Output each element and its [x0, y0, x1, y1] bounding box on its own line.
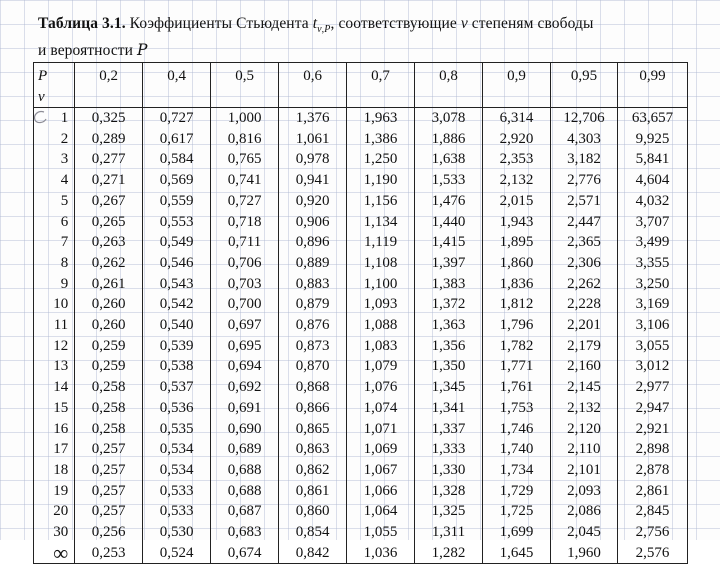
coefficient-cell: 0,533: [143, 481, 211, 502]
coefficient-cell: 1,638: [415, 149, 483, 170]
coefficient-cell: 0,533: [143, 501, 211, 522]
table-row: [34, 232, 688, 253]
coefficient-cell: 0,896: [279, 232, 347, 253]
caption-text-3: степеням свободы: [467, 15, 594, 32]
coefficient-cell: 1,083: [347, 336, 415, 357]
coefficient-cell: 0,854: [279, 522, 347, 543]
coefficient-cell: 0,876: [279, 315, 347, 336]
table-row: [34, 149, 688, 170]
coefficient-cell: 1,325: [415, 501, 483, 522]
coefficient-cell: 0,265: [75, 212, 143, 233]
coefficient-cell: 3,250: [617, 274, 687, 295]
coefficient-cell: 1,000: [211, 108, 279, 129]
coefficient-cell: 0,860: [279, 501, 347, 522]
coefficient-cell: 0,889: [279, 253, 347, 274]
coefficient-cell: 1,076: [347, 377, 415, 398]
coefficient-cell: 1,363: [415, 315, 483, 336]
coefficient-cell: 1,440: [415, 212, 483, 233]
coefficient-cell: 1,740: [483, 439, 551, 460]
table-row: [34, 274, 688, 295]
coefficient-cell: 0,691: [211, 398, 279, 419]
caption-label: Таблица 3.1.: [38, 15, 126, 32]
coefficient-cell: 0,535: [143, 419, 211, 440]
coefficient-cell: 0,258: [75, 398, 143, 419]
degrees-of-freedom-cell: 14: [34, 377, 75, 398]
coefficient-cell: 1,796: [483, 315, 551, 336]
coefficient-cell: 1,895: [483, 232, 551, 253]
coefficient-cell: 2,776: [550, 170, 617, 191]
coefficient-cell: 3,078: [415, 108, 483, 129]
header-row-nu: [34, 90, 688, 108]
caption-text-1: Коэффициенты Стьюдента: [125, 15, 313, 32]
coefficient-cell: 2,977: [617, 377, 687, 398]
coefficient-cell: 0,765: [211, 149, 279, 170]
coefficient-cell: 3,499: [617, 232, 687, 253]
coefficient-cell: 0,534: [143, 439, 211, 460]
coefficient-cell: 0,549: [143, 232, 211, 253]
coefficient-cell: 0,559: [143, 191, 211, 212]
coefficient-cell: 1,372: [415, 294, 483, 315]
coefficient-cell: 0,695: [211, 336, 279, 357]
coefficient-cell: 1,356: [415, 336, 483, 357]
coefficient-cell: 2,947: [617, 398, 687, 419]
coefficient-cell: 0,906: [279, 212, 347, 233]
coefficient-cell: 1,055: [347, 522, 415, 543]
coefficient-cell: 1,383: [415, 274, 483, 295]
coefficient-cell: 1,088: [347, 315, 415, 336]
coefficient-cell: 1,134: [347, 212, 415, 233]
coefficient-cell: 0,700: [211, 294, 279, 315]
coefficient-cell: 0,267: [75, 191, 143, 212]
coefficient-cell: 0,253: [75, 543, 143, 564]
degrees-of-freedom-cell: 5: [34, 191, 75, 212]
coefficient-cell: 0,941: [279, 170, 347, 191]
coefficient-cell: 2,845: [617, 501, 687, 522]
coefficient-cell: 1,699: [483, 522, 551, 543]
prob-header: 0,7: [347, 63, 415, 91]
coefficient-cell: 1,376: [279, 108, 347, 129]
coefficient-cell: 4,604: [617, 170, 687, 191]
coefficient-cell: 0,271: [75, 170, 143, 191]
prob-header: 0,8: [415, 63, 483, 91]
coefficient-cell: 0,697: [211, 315, 279, 336]
coefficient-cell: 4,303: [550, 129, 617, 150]
coefficient-cell: 1,282: [415, 543, 483, 564]
coefficient-cell: 2,101: [550, 460, 617, 481]
coefficient-cell: 0,258: [75, 377, 143, 398]
coefficient-cell: 4,032: [617, 191, 687, 212]
degrees-of-freedom-cell: 11: [34, 315, 75, 336]
table-row: [34, 501, 688, 522]
coefficient-cell: 0,617: [143, 129, 211, 150]
degrees-of-freedom-cell: 2: [34, 129, 75, 150]
coefficient-cell: 2,262: [550, 274, 617, 295]
coefficient-cell: 1,064: [347, 501, 415, 522]
table-caption: [38, 14, 708, 61]
coefficient-cell: 2,898: [617, 439, 687, 460]
table-row: [34, 129, 688, 150]
coefficient-cell: 9,925: [617, 129, 687, 150]
coefficient-cell: 0,883: [279, 274, 347, 295]
degrees-of-freedom-cell: 3: [34, 149, 75, 170]
coefficient-cell: 0,868: [279, 377, 347, 398]
coefficient-cell: 0,865: [279, 419, 347, 440]
coefficient-cell: 1,645: [483, 543, 551, 564]
coefficient-cell: 1,886: [415, 129, 483, 150]
coefficient-cell: 1,311: [415, 522, 483, 543]
coefficient-cell: 2,045: [550, 522, 617, 543]
table-row: [34, 377, 688, 398]
coefficient-cell: 1,108: [347, 253, 415, 274]
coefficient-cell: 1,734: [483, 460, 551, 481]
coefficient-cell: 1,860: [483, 253, 551, 274]
coefficient-cell: 1,397: [415, 253, 483, 274]
coefficient-cell: 1,061: [279, 129, 347, 150]
student-coefficients-table: [33, 62, 688, 564]
coefficient-cell: 63,657: [617, 108, 687, 129]
coefficient-cell: 1,093: [347, 294, 415, 315]
degrees-of-freedom-cell: 6: [34, 212, 75, 233]
coefficient-cell: 2,861: [617, 481, 687, 502]
coefficient-cell: 1,066: [347, 481, 415, 502]
coefficient-cell: 0,258: [75, 419, 143, 440]
coefficient-cell: 2,132: [483, 170, 551, 191]
coefficient-cell: 0,259: [75, 356, 143, 377]
coefficient-cell: 1,746: [483, 419, 551, 440]
coefficient-cell: 1,753: [483, 398, 551, 419]
coefficient-cell: 2,878: [617, 460, 687, 481]
coefficient-cell: 0,862: [279, 460, 347, 481]
coefficient-cell: 0,569: [143, 170, 211, 191]
coefficient-cell: 0,727: [143, 108, 211, 129]
coefficient-cell: 1,341: [415, 398, 483, 419]
coefficient-cell: 1,725: [483, 501, 551, 522]
coefficient-cell: 2,920: [483, 129, 551, 150]
coefficient-cell: 1,071: [347, 419, 415, 440]
coefficient-cell: 3,012: [617, 356, 687, 377]
coefficient-cell: 0,703: [211, 274, 279, 295]
coefficient-cell: 0,553: [143, 212, 211, 233]
coefficient-cell: 0,257: [75, 501, 143, 522]
coefficient-cell: 0,866: [279, 398, 347, 419]
coefficient-cell: 2,179: [550, 336, 617, 357]
coefficient-cell: 1,771: [483, 356, 551, 377]
coefficient-cell: 0,718: [211, 212, 279, 233]
coefficient-cell: 1,036: [347, 543, 415, 564]
table-row: [34, 419, 688, 440]
degrees-of-freedom-cell: 16: [34, 419, 75, 440]
coefficient-cell: 0,873: [279, 336, 347, 357]
caption-nu-symbol: ν: [460, 15, 468, 32]
coefficient-cell: 0,863: [279, 439, 347, 460]
coefficient-cell: 1,067: [347, 460, 415, 481]
degrees-of-freedom-cell: 9: [34, 274, 75, 295]
coefficient-cell: 0,879: [279, 294, 347, 315]
coefficient-cell: 2,145: [550, 377, 617, 398]
coefficient-cell: 2,160: [550, 356, 617, 377]
coefficient-cell: 2,447: [550, 212, 617, 233]
coefficient-cell: 1,729: [483, 481, 551, 502]
caption-t-symbol: t: [312, 15, 318, 32]
coefficient-cell: 1,345: [415, 377, 483, 398]
table-row: [34, 398, 688, 419]
pen-annotation-icon: [32, 109, 48, 125]
coefficient-cell: 2,756: [617, 522, 687, 543]
coefficient-cell: 3,355: [617, 253, 687, 274]
degrees-of-freedom-cell: 30: [34, 522, 75, 543]
table-row: [34, 460, 688, 481]
coefficient-cell: 0,263: [75, 232, 143, 253]
coefficient-cell: 0,257: [75, 460, 143, 481]
coefficient-cell: 0,524: [143, 543, 211, 564]
coefficient-cell: 2,353: [483, 149, 551, 170]
coefficient-cell: 0,543: [143, 274, 211, 295]
coefficient-cell: 0,683: [211, 522, 279, 543]
degrees-of-freedom-cell: 17: [34, 439, 75, 460]
coefficient-cell: 1,079: [347, 356, 415, 377]
coefficient-cell: 2,110: [550, 439, 617, 460]
corner-nu-label: ν: [34, 90, 75, 108]
coefficient-cell: 1,963: [347, 108, 415, 129]
prob-header: 0,6: [279, 63, 347, 91]
coefficient-cell: 0,260: [75, 315, 143, 336]
coefficient-cell: 0,536: [143, 398, 211, 419]
degrees-of-freedom-cell: 18: [34, 460, 75, 481]
coefficient-cell: 0,727: [211, 191, 279, 212]
coefficient-cell: 2,201: [550, 315, 617, 336]
table-row: [34, 336, 688, 357]
coefficient-cell: 2,571: [550, 191, 617, 212]
prob-header: 0,2: [75, 63, 143, 91]
coefficient-cell: 1,812: [483, 294, 551, 315]
degrees-of-freedom-cell: 8: [34, 253, 75, 274]
coefficient-cell: 0,674: [211, 543, 279, 564]
table-row: [34, 315, 688, 336]
coefficient-cell: 0,920: [279, 191, 347, 212]
coefficient-cell: 0,257: [75, 439, 143, 460]
coefficient-cell: 12,706: [550, 108, 617, 129]
degrees-of-freedom-cell: 13: [34, 356, 75, 377]
coefficient-cell: 2,093: [550, 481, 617, 502]
coefficient-cell: 1,330: [415, 460, 483, 481]
coefficient-cell: 2,132: [550, 398, 617, 419]
coefficient-cell: 1,100: [347, 274, 415, 295]
coefficient-cell: 3,182: [550, 149, 617, 170]
coefficient-cell: 2,015: [483, 191, 551, 212]
prob-header: 0,4: [143, 63, 211, 91]
coefficient-cell: 0,816: [211, 129, 279, 150]
coefficient-cell: 3,707: [617, 212, 687, 233]
coefficient-cell: 1,156: [347, 191, 415, 212]
coefficient-cell: 0,741: [211, 170, 279, 191]
coefficient-cell: 1,943: [483, 212, 551, 233]
coefficient-cell: 3,106: [617, 315, 687, 336]
coefficient-cell: 0,711: [211, 232, 279, 253]
table-row: [34, 294, 688, 315]
coefficient-cell: 0,277: [75, 149, 143, 170]
coefficient-cell: 2,120: [550, 419, 617, 440]
table-row: [34, 191, 688, 212]
coefficient-cell: 0,537: [143, 377, 211, 398]
prob-header: 0,5: [211, 63, 279, 91]
coefficient-cell: 1,782: [483, 336, 551, 357]
coefficient-cell: 2,228: [550, 294, 617, 315]
coefficient-cell: 0,257: [75, 481, 143, 502]
coefficient-cell: 0,870: [279, 356, 347, 377]
table-row: [34, 481, 688, 502]
degrees-of-freedom-cell: 1: [34, 108, 75, 129]
coefficient-cell: 1,190: [347, 170, 415, 191]
caption-text-2: , соответствующие: [330, 15, 461, 32]
coefficient-cell: 2,576: [617, 543, 687, 564]
coefficient-cell: 1,337: [415, 419, 483, 440]
coefficient-cell: 3,169: [617, 294, 687, 315]
table-row: [34, 439, 688, 460]
coefficient-cell: 0,259: [75, 336, 143, 357]
coefficient-cell: 0,694: [211, 356, 279, 377]
degrees-of-freedom-cell: 12: [34, 336, 75, 357]
coefficient-cell: 0,530: [143, 522, 211, 543]
coefficient-cell: 1,333: [415, 439, 483, 460]
degrees-of-freedom-cell: 4: [34, 170, 75, 191]
degrees-of-freedom-cell: 15: [34, 398, 75, 419]
table-row: [34, 356, 688, 377]
coefficient-cell: 1,069: [347, 439, 415, 460]
coefficient-cell: 2,365: [550, 232, 617, 253]
coefficient-cell: 0,688: [211, 481, 279, 502]
coefficient-cell: 6,314: [483, 108, 551, 129]
table-row: [34, 108, 688, 129]
caption-t-subscript: ν,P: [317, 24, 331, 36]
coefficient-cell: 2,921: [617, 419, 687, 440]
coefficient-cell: 3,055: [617, 336, 687, 357]
coefficient-cell: 0,690: [211, 419, 279, 440]
coefficient-cell: 1,074: [347, 398, 415, 419]
coefficient-cell: 0,978: [279, 149, 347, 170]
caption-line-2: и вероятности: [38, 42, 138, 60]
coefficient-cell: 0,260: [75, 294, 143, 315]
coefficient-cell: 0,706: [211, 253, 279, 274]
header-row-probabilities: [34, 63, 688, 91]
coefficient-cell: 1,386: [347, 129, 415, 150]
coefficient-cell: 0,539: [143, 336, 211, 357]
degrees-of-freedom-cell: 7: [34, 232, 75, 253]
prob-header: 0,9: [483, 63, 551, 91]
prob-header: 0,99: [617, 63, 687, 91]
coefficient-cell: 1,350: [415, 356, 483, 377]
coefficient-cell: 0,546: [143, 253, 211, 274]
coefficient-cell: 0,540: [143, 315, 211, 336]
coefficient-cell: 0,534: [143, 460, 211, 481]
coefficient-cell: 0,538: [143, 356, 211, 377]
coefficient-cell: 0,261: [75, 274, 143, 295]
coefficient-cell: 0,687: [211, 501, 279, 522]
coefficient-cell: 1,533: [415, 170, 483, 191]
coefficient-cell: 1,960: [550, 543, 617, 564]
coefficient-cell: 0,262: [75, 253, 143, 274]
coefficient-cell: 2,086: [550, 501, 617, 522]
table-row: [34, 253, 688, 274]
table-row: [34, 543, 688, 564]
degrees-of-freedom-cell: 10: [34, 294, 75, 315]
coefficient-cell: 0,692: [211, 377, 279, 398]
coefficient-cell: 1,119: [347, 232, 415, 253]
degrees-of-freedom-cell: ∞: [34, 543, 75, 564]
coefficient-cell: 0,289: [75, 129, 143, 150]
coefficient-cell: 0,688: [211, 460, 279, 481]
coefficient-cell: 5,841: [617, 149, 687, 170]
coefficient-cell: 1,328: [415, 481, 483, 502]
coefficient-cell: 0,584: [143, 149, 211, 170]
coefficient-cell: 1,476: [415, 191, 483, 212]
coefficient-cell: 1,250: [347, 149, 415, 170]
table-row: [34, 170, 688, 191]
coefficient-cell: 0,689: [211, 439, 279, 460]
table-body: [34, 108, 688, 564]
coefficient-cell: 1,415: [415, 232, 483, 253]
coefficient-cell: 0,861: [279, 481, 347, 502]
coefficient-cell: 0,325: [75, 108, 143, 129]
coefficient-cell: 1,836: [483, 274, 551, 295]
coefficient-cell: 0,542: [143, 294, 211, 315]
coefficient-cell: 2,306: [550, 253, 617, 274]
corner-p-label: P: [34, 63, 75, 91]
coefficient-cell: 0,842: [279, 543, 347, 564]
degrees-of-freedom-cell: 20: [34, 501, 75, 522]
prob-header: 0,95: [550, 63, 617, 91]
degrees-of-freedom-cell: 19: [34, 481, 75, 502]
coefficient-cell: 1,761: [483, 377, 551, 398]
caption-p-symbol: P: [137, 41, 148, 60]
coefficient-cell: 0,256: [75, 522, 143, 543]
table-row: [34, 212, 688, 233]
